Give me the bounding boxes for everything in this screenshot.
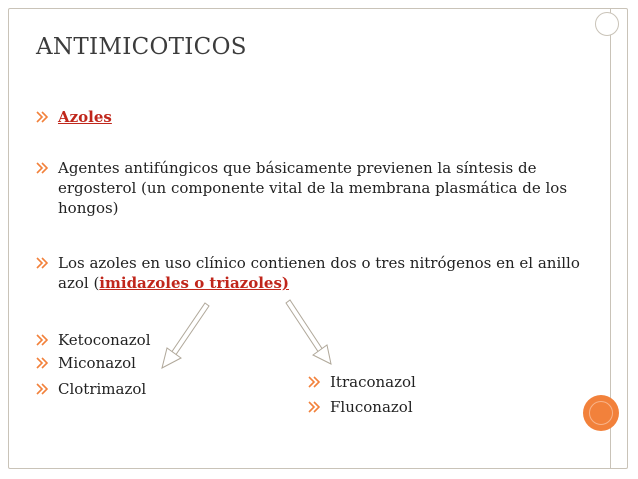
bottom-right-orange-circle xyxy=(583,395,619,431)
drug-name: Fluconazol xyxy=(330,398,413,416)
drug-name: Ketoconazol xyxy=(58,331,151,349)
drug-name: Miconazol xyxy=(58,354,136,372)
drug-name: Clotrimazol xyxy=(58,380,147,398)
bullet-icon xyxy=(36,162,48,174)
bullet-icon xyxy=(308,401,320,413)
list-item-ketoconazol xyxy=(36,330,151,350)
clinical-highlight: imidazoles o triazoles) xyxy=(99,274,289,292)
list-item-miconazol xyxy=(36,353,136,373)
bullet-icon xyxy=(36,383,48,395)
bullet-icon xyxy=(36,334,48,346)
clinical-prefix: Los azoles en uso clínico contienen dos o tres nitrógenos en el anillo azol ( xyxy=(58,254,580,292)
bullet-icon xyxy=(36,257,48,269)
bullet-icon xyxy=(36,111,48,123)
bullet-azoles xyxy=(36,107,596,127)
bullet-definition xyxy=(36,158,596,218)
azoles-label: Azoles xyxy=(58,108,112,126)
list-item-itraconazol xyxy=(308,372,416,392)
clinical-text xyxy=(36,253,596,293)
top-right-circle-decoration xyxy=(595,12,619,36)
drug-name: Itraconazol xyxy=(330,373,416,391)
definition-text: Agentes antifúngicos que básicamente previenen la síntesis de ergosterol (un componente vital de la membrana plasmática de los hongos) xyxy=(58,159,568,217)
bullet-icon xyxy=(36,357,48,369)
list-item-clotrimazol xyxy=(36,379,146,399)
slide-title: ANTIMICOTICOS xyxy=(36,34,247,60)
bullet-clinical xyxy=(36,253,596,293)
list-item-fluconazol xyxy=(308,397,413,417)
bullet-icon xyxy=(308,376,320,388)
